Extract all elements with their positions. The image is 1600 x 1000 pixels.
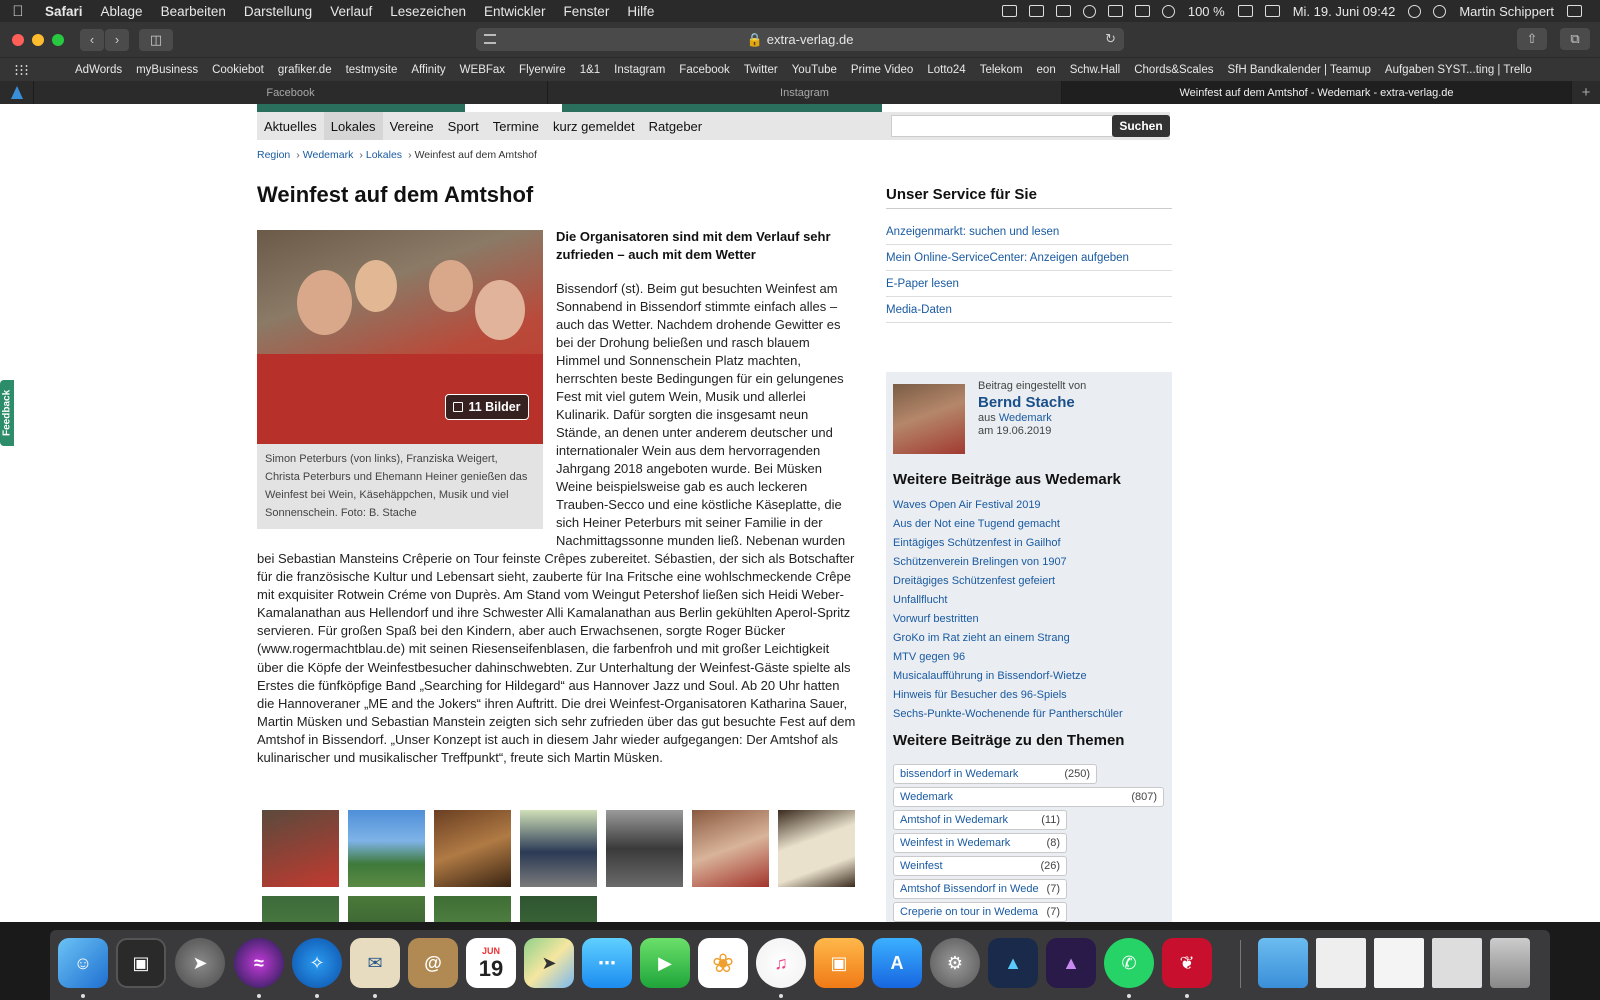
service-link-epaper[interactable]: E-Paper lesen <box>886 278 1172 297</box>
topic-tag[interactable] <box>893 810 1067 830</box>
author-name-link[interactable]: Bernd Stache <box>978 394 1075 411</box>
breadcrumb-lokales[interactable]: Lokales <box>365 149 403 161</box>
gallery-thumbnail[interactable] <box>520 810 597 887</box>
dropbox-icon[interactable] <box>1002 5 1017 17</box>
topic-count: (26) <box>1040 860 1060 872</box>
acrobat-icon[interactable]: ❦ <box>1162 938 1212 988</box>
site-search-button[interactable]: Suchen <box>1112 115 1170 137</box>
gallery-icon <box>453 402 463 412</box>
app-store-icon[interactable]: A <box>872 938 922 988</box>
service-divider <box>886 208 1172 209</box>
gallery-thumbnail[interactable] <box>434 896 511 922</box>
service-link-servicecenter[interactable]: Mein Online-ServiceCenter: Anzeigen aufgeben <box>886 252 1172 271</box>
reader-view-icon[interactable] <box>484 34 496 44</box>
mail-icon[interactable]: ✉ <box>350 938 400 988</box>
favorite-link[interactable]: Aufgaben SYST...ting | Trello <box>1384 63 1532 76</box>
menu-darstellung[interactable]: Darstellung <box>243 3 313 19</box>
new-tab-button[interactable]: + <box>1581 84 1591 101</box>
gallery-thumbnail[interactable] <box>348 810 425 887</box>
sidebar-toggle-icon[interactable]: ◫ <box>139 29 173 51</box>
header-banner-right <box>562 104 882 112</box>
photo-person <box>297 270 352 335</box>
photo-person <box>429 260 473 312</box>
topic-count: (250) <box>1064 768 1090 780</box>
gallery-thumbnail[interactable] <box>348 896 425 922</box>
safari-icon[interactable]: ✧ <box>292 938 342 988</box>
article-title: Weinfest auf dem Amtshof <box>257 182 534 207</box>
dock-running-indicator <box>315 994 319 998</box>
favorite-link[interactable]: Lotto24 <box>927 63 966 76</box>
breadcrumb: Region › Wedemark › Lokales › Weinfest auf dem Amtshof <box>257 149 537 161</box>
display-icon[interactable] <box>1265 5 1280 17</box>
address-bar[interactable] <box>476 28 1124 51</box>
topics-title: Weitere Beiträge zu den Themen <box>893 732 1125 749</box>
menu-fenster[interactable]: Fenster <box>563 3 610 19</box>
siri-icon[interactable]: ≈ <box>234 938 284 988</box>
favorite-link[interactable]: WEBFax <box>459 63 506 76</box>
favorite-link[interactable]: Twitter <box>743 63 778 76</box>
affinity-designer-icon[interactable]: ▲ <box>988 938 1038 988</box>
more-article-link[interactable]: Aus der Not eine Tugend gemacht <box>893 518 1060 530</box>
service-link-mediadaten[interactable]: Media-Daten <box>886 304 1172 323</box>
clock[interactable]: Mi. 19. Juni 09:42 <box>1292 3 1396 19</box>
topic-count: (7) <box>1046 883 1060 895</box>
reload-icon[interactable]: ↻ <box>1105 31 1116 46</box>
site-search-input[interactable] <box>891 115 1113 137</box>
nav-termine[interactable]: Termine <box>492 118 539 134</box>
gallery-thumbnail[interactable] <box>520 896 597 922</box>
photos-icon[interactable] <box>698 938 748 988</box>
dock-running-indicator <box>779 994 783 998</box>
web-content <box>0 104 1600 922</box>
topic-count: (807) <box>1131 791 1157 803</box>
topic-tag[interactable] <box>893 879 1067 899</box>
contacts-icon[interactable]: @ <box>408 938 458 988</box>
topic-label: Wedemark <box>900 791 953 803</box>
more-article-link[interactable]: Waves Open Air Festival 2019 <box>893 499 1041 511</box>
close-window-button[interactable] <box>12 34 24 46</box>
finder-icon[interactable]: ☺ <box>58 938 108 988</box>
menu-entwickler[interactable]: Entwickler <box>484 3 546 19</box>
dock-separator <box>1240 940 1241 988</box>
folder-icon[interactable] <box>1258 938 1308 988</box>
nav-vereine[interactable]: Vereine <box>389 118 434 134</box>
whatsapp-icon[interactable]: ✆ <box>1104 938 1154 988</box>
breadcrumb-current: Weinfest auf dem Amtshof <box>414 149 537 161</box>
favorite-link[interactable]: Prime Video <box>850 63 914 76</box>
gallery-thumbnail[interactable] <box>692 810 769 887</box>
more-article-link[interactable]: MTV gegen 96 <box>893 651 966 663</box>
more-article-link[interactable]: Eintägiges Schützenfest in Gailhof <box>893 537 1061 549</box>
dock-running-indicator <box>81 994 85 998</box>
menu-lesezeichen[interactable]: Lesezeichen <box>390 3 467 19</box>
send-icon[interactable] <box>1056 5 1071 17</box>
document-icon[interactable] <box>1316 938 1366 988</box>
calendar-icon[interactable] <box>466 938 516 988</box>
calendar-month: JUN <box>481 946 500 956</box>
pinned-tab-affinity[interactable] <box>0 81 34 104</box>
favorite-link[interactable]: grafiker.de <box>277 63 332 76</box>
more-articles-list <box>893 496 1123 724</box>
gallery-thumbnail[interactable] <box>606 810 683 887</box>
breadcrumb-wedemark[interactable]: Wedemark <box>302 149 354 161</box>
gallery-count-button[interactable] <box>445 394 529 420</box>
gallery-thumbnail[interactable] <box>262 810 339 887</box>
bluetooth-icon[interactable] <box>1108 5 1123 17</box>
battery-percent: 100 % <box>1187 3 1225 19</box>
nav-sport[interactable]: Sport <box>447 118 479 134</box>
topic-label: Amtshof Bissendorf in Wede <box>900 883 1039 895</box>
topic-label: Amtshof in Wedemark <box>900 814 1009 826</box>
article-body-part1: Bissendorf (st). Beim gut besuchten Weinfest am Sonnabend in Bissendorf stimmte einfach alles – auch das Wetter. Nachdem drohende Gewitter es bei der Drohung beließen und rasch blauem Himmel und Sonnenschein Platz machten, herrschten beste Bedingungen für ein gelungenes Fest mit viel gutem Wein, Musik und allerlei Kulinarik. Dafür sorgten die insgesamt neun Stände, an denen unter anderem deutscher und internationaler Wein aus dem hervorragenden Jahrgang 2018 angeboten wurde. Bei Müsken Weine beispielsweise gab es auch leckeren Trauben-Secco und eine köstliche Käseplatte, die sich Heiner Peterburs mit seiner Familie in der Nachmittagssonne munden ließ. Nebenan wurden <box>556 281 846 548</box>
show-tabs-icon[interactable]: ⧉ <box>1560 28 1590 50</box>
facetime-icon[interactable]: ▶ <box>640 938 690 988</box>
calendar-day: 19 <box>478 956 504 981</box>
topic-count: (7) <box>1046 906 1060 918</box>
dock-running-indicator <box>1185 994 1189 998</box>
messages-icon[interactable]: ⋯ <box>582 938 632 988</box>
photo-person <box>475 280 525 340</box>
favorite-link[interactable]: Chords&Scales <box>1134 63 1214 76</box>
favorite-link[interactable]: Schw.Hall <box>1069 63 1121 76</box>
menu-hilfe[interactable]: Hilfe <box>627 3 655 19</box>
more-article-link[interactable]: GroKo im Rat zieht an einem Strang <box>893 632 1070 644</box>
menu-app-safari[interactable]: Safari <box>45 3 83 19</box>
favorite-link[interactable]: Facebook <box>679 63 730 76</box>
tab-bar <box>0 81 1600 104</box>
forward-button[interactable]: › <box>105 29 129 51</box>
gallery-thumbnail[interactable] <box>778 810 855 887</box>
favorite-link[interactable]: Instagram <box>614 63 666 76</box>
more-article-link[interactable]: Musicalaufführung in Bissendorf-Wietze <box>893 670 1087 682</box>
topic-tag[interactable] <box>893 833 1067 853</box>
more-article-link[interactable]: Dreitägiges Schützenfest gefeiert <box>893 575 1056 587</box>
more-article-link[interactable]: Hinweis für Besucher des 96-Spiels <box>893 689 1067 701</box>
wifi-icon[interactable] <box>1162 5 1175 18</box>
topic-tag[interactable] <box>893 902 1067 922</box>
favorites-bar <box>0 57 1600 81</box>
topic-tag[interactable] <box>893 764 1097 784</box>
spotlight-icon[interactable] <box>1408 5 1421 18</box>
safari-toolbar <box>0 22 1600 57</box>
user-name[interactable]: Martin Schippert <box>1459 3 1554 19</box>
window-controls <box>12 34 64 46</box>
breadcrumb-region[interactable]: Region <box>257 149 291 161</box>
document-icon[interactable] <box>1374 938 1424 988</box>
author-place-link[interactable]: Wedemark <box>998 412 1052 424</box>
affinity-photo-icon[interactable]: ▲ <box>1046 938 1096 988</box>
author-location <box>978 412 1052 424</box>
topic-label: Weinfest <box>900 860 943 872</box>
nav-ratgeber[interactable]: Ratgeber <box>648 118 703 134</box>
photos-flower-icon: ❀ <box>712 947 734 978</box>
affinity-icon <box>11 86 23 99</box>
battery-icon[interactable] <box>1238 5 1253 17</box>
topic-count: (11) <box>1041 814 1060 826</box>
favorite-link[interactable]: Affinity <box>411 63 446 76</box>
share-icon[interactable]: ⇧ <box>1517 28 1547 50</box>
article-lead: Die Organisatoren sind mit dem Verlauf sehr zufrieden – auch mit dem Wetter <box>556 229 831 262</box>
apple-icon[interactable] <box>0 3 36 20</box>
topic-label: bissendorf in Wedemark <box>900 768 1019 780</box>
more-article-link[interactable]: Sechs-Punkte-Wochenende für Pantherschüler <box>893 708 1123 720</box>
lock-icon: 🔒 <box>746 31 763 47</box>
favorite-link[interactable]: SfH Bandkalender | Teamup <box>1227 63 1371 76</box>
siri-menu-icon[interactable] <box>1433 5 1446 18</box>
menu-bearbeiten[interactable]: Bearbeiten <box>160 3 226 19</box>
author-avatar[interactable] <box>893 384 965 454</box>
topic-label: Weinfest in Wedemark <box>900 837 1011 849</box>
tab-instagram[interactable]: Instagram <box>548 81 1062 104</box>
volume-icon[interactable] <box>1135 5 1150 17</box>
notification-center-icon[interactable] <box>1567 5 1582 17</box>
tab-facebook[interactable]: Facebook <box>34 81 548 104</box>
back-button[interactable]: ‹ <box>80 29 104 51</box>
favorite-link[interactable]: eon <box>1036 63 1056 76</box>
maps-icon[interactable]: ➤ <box>524 938 574 988</box>
dock-running-indicator <box>257 994 261 998</box>
cleaner-icon[interactable] <box>1029 5 1044 17</box>
dock-running-indicator <box>373 994 377 998</box>
trash-icon[interactable] <box>1490 938 1530 988</box>
service-link-anzeigenmarkt[interactable]: Anzeigenmarkt: suchen und lesen <box>886 226 1172 245</box>
menu-ablage[interactable]: Ablage <box>100 3 143 19</box>
topic-label: Creperie on tour in Wedema <box>900 906 1038 918</box>
photo-caption: Simon Peterburs (von links), Franziska Weigert, Christa Peterburs und Ehemann Heiner genießen das Weinfest bei Wein, Käsehäppchen, Musik und viel Sonnenschein. Foto: B. Stache <box>257 444 543 529</box>
nav-kurz-gemeldet[interactable]: kurz gemeldet <box>552 118 635 134</box>
menu-bar <box>0 0 1600 22</box>
favorite-link[interactable]: 1&1 <box>579 63 601 76</box>
favorite-link[interactable]: YouTube <box>791 63 837 76</box>
topic-tag[interactable] <box>893 856 1067 876</box>
favorite-link[interactable]: Telekom <box>979 63 1023 76</box>
author-date: am 19.06.2019 <box>978 425 1052 437</box>
photo-person <box>355 260 397 312</box>
menu-verlauf[interactable]: Verlauf <box>330 3 373 19</box>
top-sites-grid-icon[interactable] <box>14 64 28 76</box>
favorite-link[interactable]: Flyerwire <box>519 63 566 76</box>
more-article-link[interactable]: Unfallflucht <box>893 594 948 606</box>
nav-lokales[interactable]: Lokales <box>324 112 383 140</box>
gallery-thumbnail[interactable] <box>434 810 511 887</box>
tab-weinfest[interactable]: Weinfest auf dem Amtshof - Wedemark - extra-verlag.de <box>1062 81 1572 104</box>
launchpad-icon[interactable]: ➤ <box>175 938 225 988</box>
itunes-icon[interactable]: ♫ <box>756 938 806 988</box>
topic-tag[interactable] <box>893 787 1164 807</box>
header-banner <box>257 104 465 112</box>
gallery-count-label: 11 Bilder <box>468 400 521 414</box>
favorite-link[interactable]: testmysite <box>345 63 398 76</box>
more-article-link[interactable]: Vorwurf bestritten <box>893 613 979 625</box>
minimize-window-button[interactable] <box>32 34 44 46</box>
feedback-tab[interactable]: Feedback <box>0 380 14 446</box>
author-intro: Beitrag eingestellt von <box>978 380 1087 392</box>
fullscreen-window-button[interactable] <box>52 34 64 46</box>
more-article-link[interactable]: Schützenverein Brelingen von 1907 <box>893 556 1067 568</box>
article-body-part2: bei Sebastian Mansteins Crêperie on Tour feinste Crêpes zubereitet. Sébastien, der sich als Botschafter für die französische Kultur und Lebensart sieht, zauberte für Ina Fritsche eine wohlschmeckende Crêpe mit exquisiter Rotwein Créme von Duprès. Am Stand vom Weingut Petershof ließen sich Heidi Weber-Kamalanathan aus Hellendorf und ihre Schwester Alli Kamalanathan aus Berlin gekühlten Aperol-Spritz servieren. Für großen Spaß bei den Kindern, aber auch Erwachsenen, sorgte Roger Bücker (www.rogermachtblau.de) mit seinen Riesenseifenblasen, die farbenfroh und mit großer Leichtigkeit über die Köpfe der Weinfestbesucher dahinschwebten. Zur Unterhaltung der Weinfest-Gäste spielte als Erstes die fünfköpfige Band „Searching for Hildegard“ aus Hannover Jazz und Soul. Ab 20 Uhr hatten die Hannoveraner „ME and the Jokers“ ihren Auftritt. Die drei Weinfest-Organisatoren Katharina Sauer, Martin Müsken und Sebastian Manstein zeigten sich sehr zufrieden über das gut besuchte Fest auf dem Amtshof in Bissendorf. „Unser Konzept ist auch in diesem Jahr wieder aufgegangen: Der Amtshof als kulinarischer und musikalischer Treffpunkt“, freute sich Martin Müsken. <box>257 551 856 766</box>
photo-theater-icon[interactable]: ▣ <box>116 938 166 988</box>
topic-count: (8) <box>1046 837 1060 849</box>
document-icon[interactable] <box>1432 938 1482 988</box>
author-from-prefix: aus <box>978 412 996 424</box>
url-text: extra-verlag.de <box>766 32 854 47</box>
favorite-link[interactable]: AdWords <box>75 63 123 76</box>
more-articles-title: Weitere Beiträge aus Wedemark <box>893 471 1121 488</box>
books-icon[interactable]: ▣ <box>814 938 864 988</box>
service-title: Unser Service für Sie <box>886 186 1037 203</box>
gallery-thumbnail[interactable] <box>262 896 339 922</box>
nav-aktuelles[interactable]: Aktuelles <box>264 118 317 134</box>
time-machine-icon[interactable] <box>1083 5 1096 18</box>
system-preferences-icon[interactable]: ⚙ <box>930 938 980 988</box>
dock-running-indicator <box>1127 994 1131 998</box>
favorite-link[interactable]: Cookiebot <box>212 63 264 76</box>
favorite-link[interactable]: myBusiness <box>136 63 199 76</box>
